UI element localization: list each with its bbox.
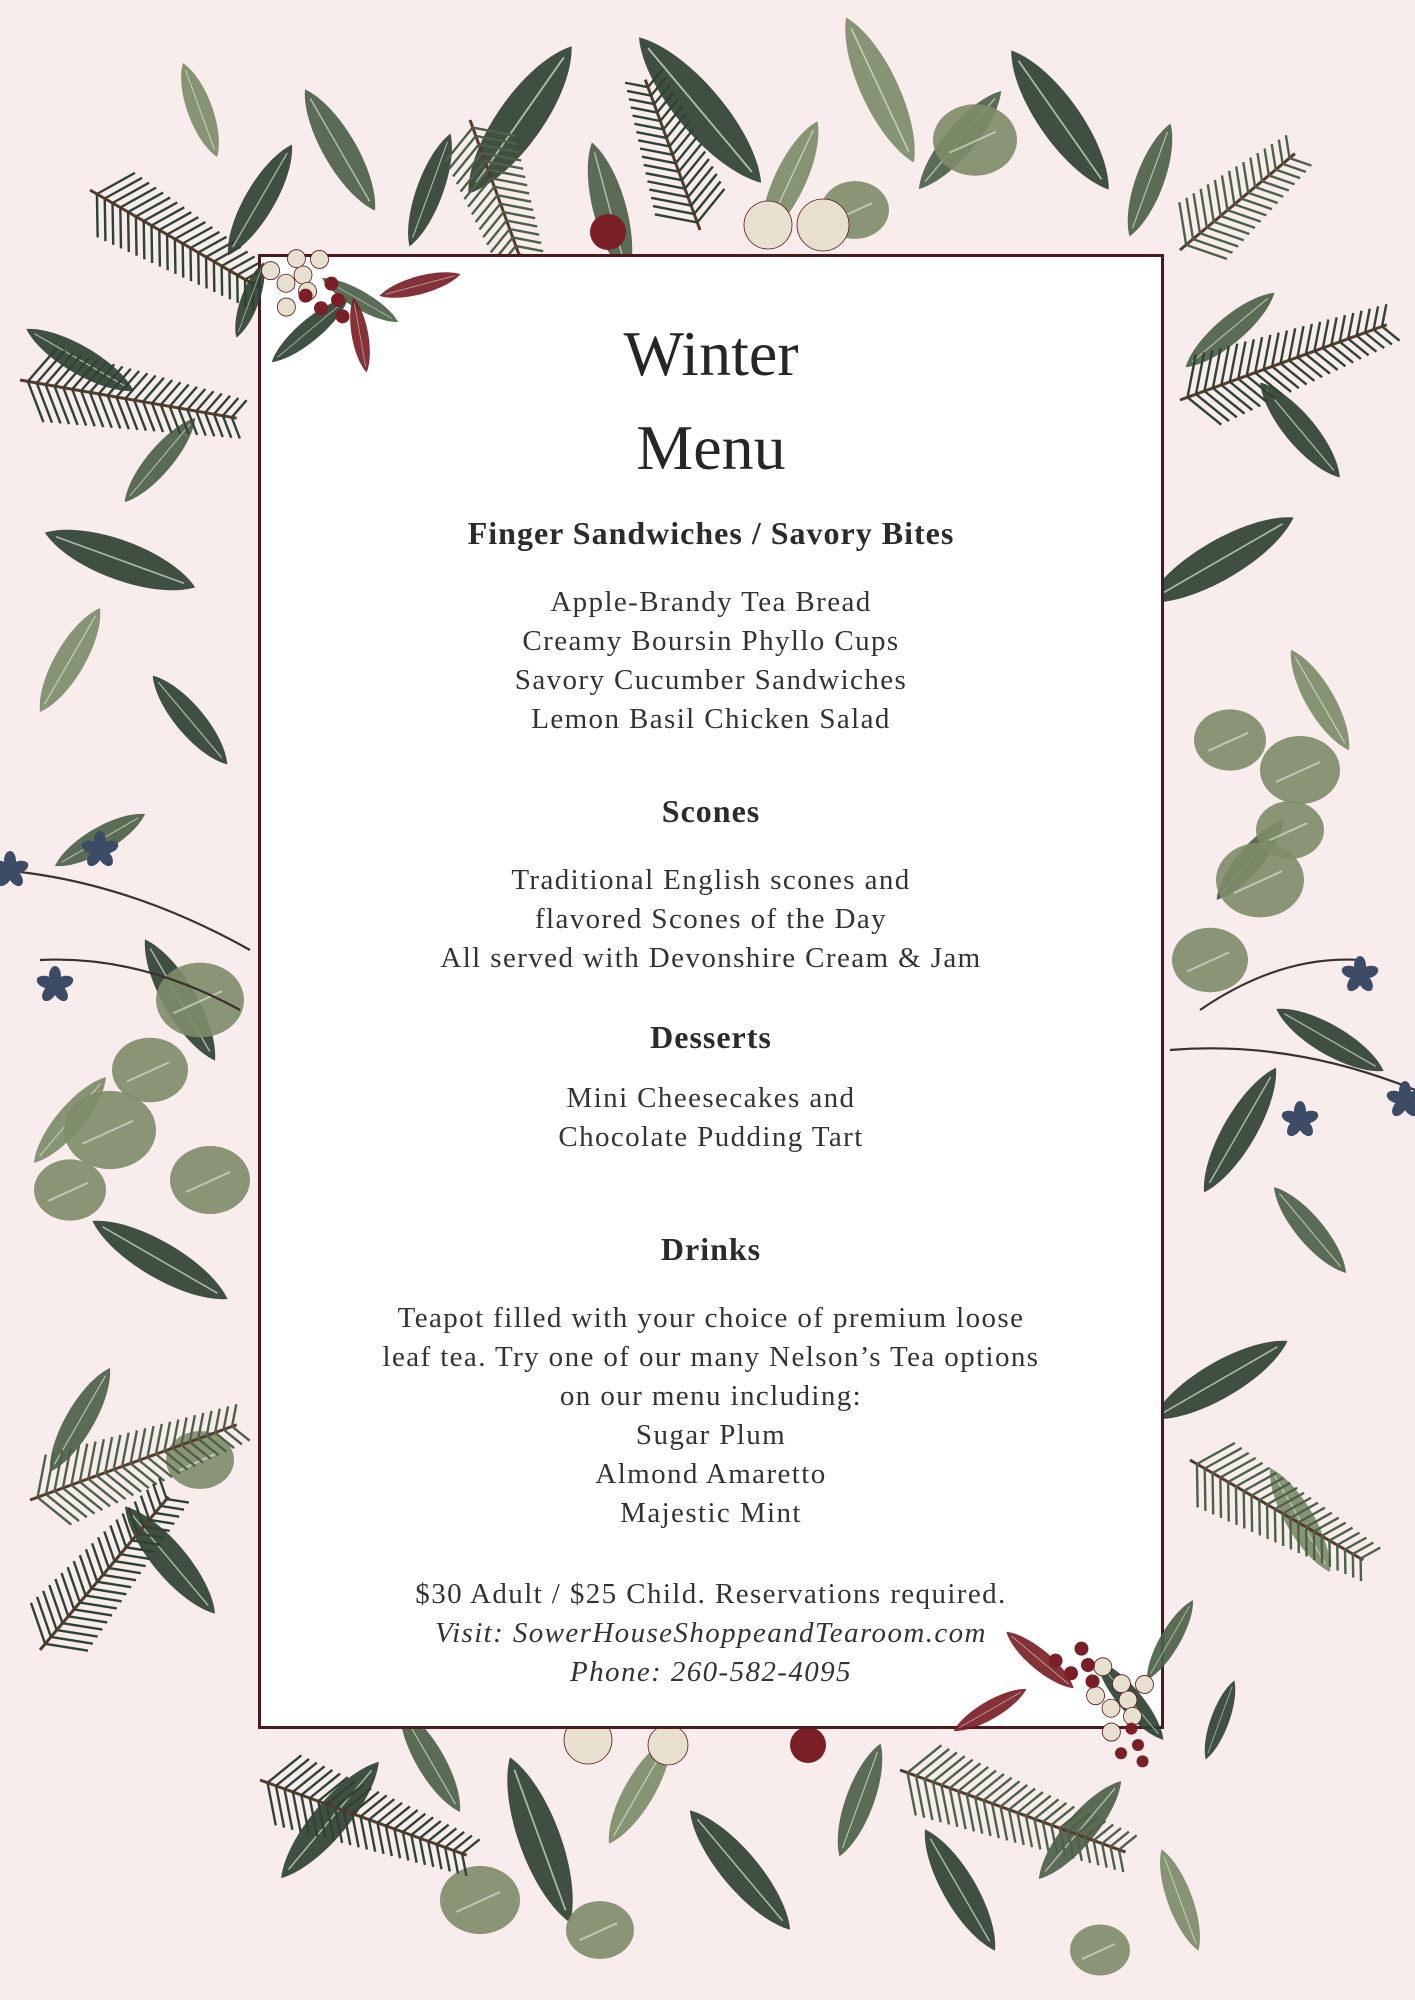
menu-title-menu: Menu: [636, 412, 786, 483]
section-heading-finger-sandwiches: Finger Sandwiches / Savory Bites: [467, 515, 955, 551]
menu-footer: [261, 1575, 1161, 1692]
twig: [0, 870, 250, 950]
leaf: [83, 1205, 236, 1314]
price-line: $30 Adult / $25 Child. Reservations required.: [415, 1578, 1007, 1610]
section-heading-desserts: Desserts: [650, 1019, 772, 1055]
menu-item: Apple-Brandy Tea Bread: [550, 586, 872, 618]
leaf: [1143, 1325, 1296, 1434]
berry: [648, 1725, 688, 1765]
menu-item: Mini Cheesecakes and: [566, 1082, 856, 1114]
berry: [790, 1727, 826, 1763]
section-heading-scones: Scones: [661, 793, 761, 829]
leaf: [1150, 1845, 1210, 1955]
menu-item: Lemon Basil Chicken Salad: [531, 703, 891, 735]
section-items-drinks: [261, 1299, 1161, 1533]
leaf: [397, 129, 463, 251]
berry: [744, 201, 792, 249]
section-items-scones: [261, 861, 1161, 978]
menu-item: All served with Devonshire Cream & Jam: [440, 942, 982, 974]
menu-item: Sugar Plum: [635, 1419, 787, 1451]
eucalyptus-leaf: [156, 963, 244, 1038]
leaf: [291, 81, 390, 219]
leaf: [38, 514, 202, 606]
leaf: [826, 1739, 893, 1861]
section-items-finger-sandwiches: [261, 583, 1161, 739]
menu-title-winter: Winter: [623, 318, 799, 389]
menu-card: [258, 254, 1164, 1729]
menu-item: Teapot filled with your choice of premium loose: [397, 1302, 1025, 1334]
leaf: [911, 1821, 1010, 1959]
leaf: [1116, 119, 1183, 241]
menu-item: Almond Amaretto: [595, 1458, 827, 1490]
blue-flower: [1280, 1101, 1320, 1139]
menu-item: Majestic Mint: [620, 1497, 802, 1529]
pine-branch: [1156, 122, 1322, 278]
menu-item: on our menu including:: [559, 1380, 863, 1412]
berry: [590, 214, 626, 250]
eucalyptus-leaf: [933, 104, 1017, 175]
eucalyptus-leaf: [64, 1091, 156, 1169]
menu-item: Savory Cucumber Sandwiches: [514, 664, 908, 696]
blue-flower: [35, 966, 75, 1004]
leaf: [676, 1799, 804, 1942]
menu-item: Chocolate Pudding Tart: [558, 1121, 864, 1153]
pine-branch: [1171, 1428, 1389, 1597]
leaf: [1264, 1179, 1356, 1282]
leaf: [27, 601, 113, 720]
menu-item: flavored Scones of the Day: [534, 903, 888, 935]
section-heading-drinks: Drinks: [660, 1231, 762, 1267]
blue-flower: [1340, 956, 1380, 994]
leaf: [1269, 996, 1391, 1084]
website-line: Visit: SowerHouseShoppeandTearoom.com: [435, 1617, 987, 1649]
leaf: [994, 39, 1125, 202]
leaf: [829, 10, 930, 171]
menu-item: Traditional English scones and: [511, 864, 911, 896]
leaf: [1190, 1059, 1291, 1200]
berry: [797, 199, 849, 251]
section-items-desserts: [261, 1079, 1161, 1157]
leaf: [142, 667, 238, 774]
blue-flower: [0, 851, 30, 889]
menu-item: Creamy Boursin Phyllo Cups: [522, 625, 900, 657]
pine-branch: [14, 343, 250, 456]
leaf: [38, 1361, 122, 1479]
blue-flower: [1385, 1081, 1415, 1119]
leaf: [171, 59, 228, 161]
phone-line: Phone: 260-582-4095: [570, 1656, 852, 1688]
menu-item: leaf tea. Try one of our many Nelson’s Tea options: [382, 1341, 1040, 1373]
